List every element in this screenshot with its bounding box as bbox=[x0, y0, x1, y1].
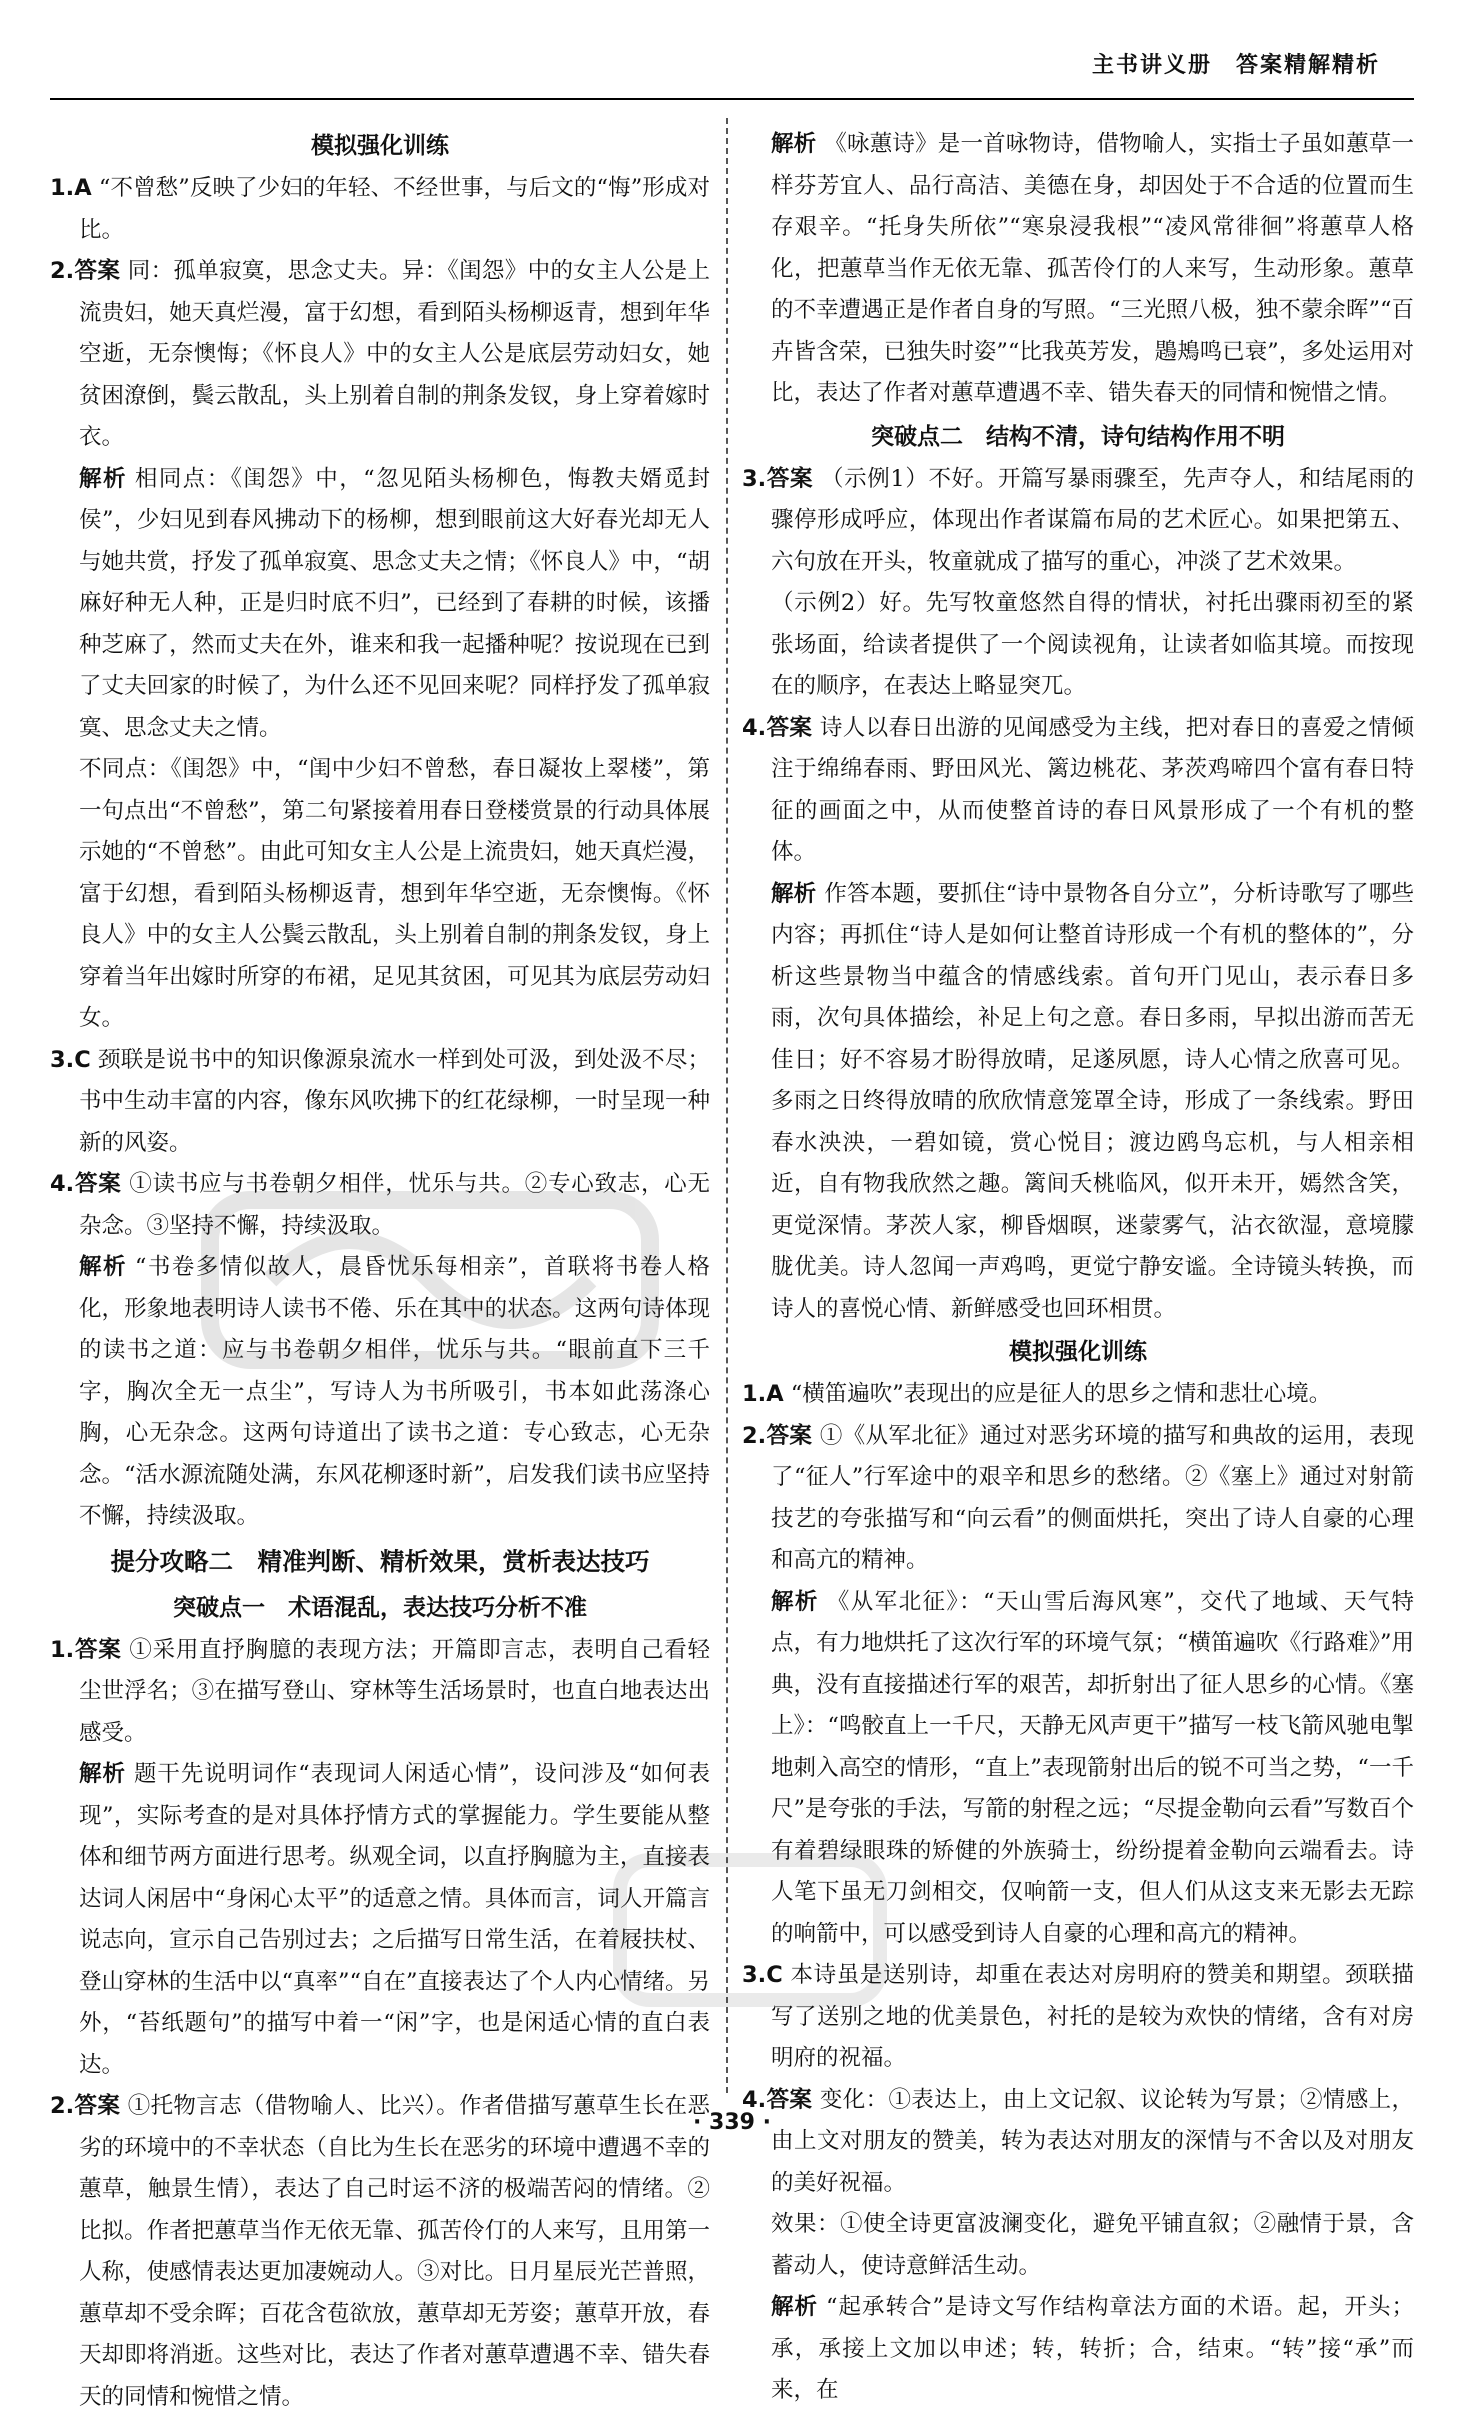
answer-label: 4.答案 bbox=[742, 714, 813, 741]
answer-text: ①托物言志（借物喻人、比兴）。作者借描写蕙草生长在恶劣的环境中的不幸状态（自比为生长在恶劣的环境中遭遇不幸的蕙草，触景生情），表达了自己时运不济的极端苦闷的情绪。②比拟。作者把蕙草当作无依无靠、孤苦伶仃的人来写，且用第一人称，使感情表达更加凄婉动人。③对比。日月星辰光芒普照，蕙草却不受余晖；百花含苞欲放，蕙草却无芳姿；蕙草开放，春天却即将消逝。这些对比，表达了作者对蕙草遭遇不幸、错失春天的同情和惋惜之情。 bbox=[79, 2093, 710, 2410]
question-text: “横笛遍吹”表现出的应是征人的思乡之情和悲壮心境。 bbox=[790, 1381, 1332, 1407]
question-text: 本诗虽是送别诗，却重在表达对房明府的赞美和期望。颈联描写了送别之地的优美景色，衬托的是较为欢快的情绪，含有对房明府的祝福。 bbox=[771, 1962, 1414, 2071]
page-header: 主书讲义册 答案精解精析 bbox=[1091, 53, 1380, 78]
b2-question-4-analysis bbox=[742, 874, 1414, 1331]
answer-label: 4.答案 bbox=[742, 2086, 813, 2113]
question-number: 1.A bbox=[742, 1381, 784, 1407]
answer-text: 变化：①表达上，由上文记叙、议论转为写景；②情感上，由上文对朋友的赞美，转为表达对朋友的深情与不舍以及对朋友的美好祝福。 bbox=[771, 2086, 1415, 2196]
question-4-answer bbox=[50, 1164, 710, 1247]
answer-label: 1.答案 bbox=[50, 1636, 122, 1663]
analysis-label: 解析 bbox=[79, 1254, 127, 1280]
left-column bbox=[50, 124, 710, 2418]
section-title-strategy-2: 提分攻略二 精准判断、精析效果，赏析表达技巧 bbox=[110, 1546, 650, 1576]
answer-label: 2.答案 bbox=[742, 1422, 813, 1449]
r-question-2-answer bbox=[742, 1416, 1414, 1582]
answer-text: 同：孤单寂寞，思念丈夫。异：《闺怨》中的女主人公是上流贵妇，她天真烂漫，富于幻想，看到陌头杨柳返青，想到年华空逝，无奈懊悔；《怀良人》中的女主人公是底层劳动妇女，她贫困潦倒，鬓云散乱，头上别着自制的荆条发钗，身上穿着嫁时衣。 bbox=[79, 258, 710, 450]
question-text: “不曾愁”反映了少妇的年轻、不经世事，与后文的“悔”形成对比。 bbox=[79, 175, 710, 243]
b2-question-3-answer bbox=[742, 459, 1414, 584]
breakthrough-2-title: 突破点二 结构不清，诗句结构作用不明 bbox=[871, 423, 1285, 450]
question-2-answer bbox=[50, 251, 710, 459]
answer-text: ①《从军北征》通过对恶劣环境的描写和典故的运用，表现了“征人”行军途中的艰辛和思乡的愁绪。②《塞上》通过对射箭技艺的夸张描写和“向云看”的侧面烘托，突出了诗人自豪的心理和高亢的精神。 bbox=[771, 1422, 1415, 1573]
r-question-4-analysis bbox=[742, 2287, 1414, 2412]
r-question-1 bbox=[742, 1374, 1414, 1416]
section-title-simulation: 模拟强化训练 bbox=[311, 133, 449, 159]
answer-text: 诗人以春日出游的见闻感受为主线，把对春日的喜爱之情倾注于绵绵春雨、野田风光、篱边桃花、茅茨鸡啼四个富有春日特征的画面之中，从而使整首诗的春日风景形成了一个有机的整体。 bbox=[771, 714, 1415, 865]
r-question-2-analysis bbox=[742, 1582, 1414, 1956]
answer-label: 2.答案 bbox=[50, 2093, 121, 2119]
analysis-text: “起承转合”是诗文写作结构章法方面的术语。起，开头；承，承接上文加以申述；转，转折；合，结束。“转”接“承”而来，在 bbox=[771, 2294, 1414, 2403]
right-column bbox=[742, 124, 1414, 2412]
answer-label: 2.答案 bbox=[50, 258, 121, 284]
breakthrough-1-title: 突破点一 术语混乱，表达技巧分析不准 bbox=[173, 1594, 587, 1621]
analysis-label: 解析 bbox=[79, 1761, 126, 1787]
analysis-label: 解析 bbox=[771, 2294, 818, 2320]
b1-question-1-analysis bbox=[50, 1754, 710, 2086]
analysis-text: 《咏蕙诗》是一首咏物诗，借物喻人，实指士子虽如蕙草一样芬芳宜人、品行高洁、美德在身，却因处于不合适的位置而生存艰辛。“托身失所依”“寒泉浸我根”“凌风常徘徊”将蕙草人格化，把蕙草当作无依无靠、孤苦伶仃的人来写，生动形象。蕙草的不幸遭遇正是作者自身的写照。“三光照八极，独不蒙余晖”“百卉皆含荣，已独失时姿”“比我英芳发，鶗鴂鸣已衰”，多处运用对比，表达了作者对蕙草遭遇不幸、错失春天的同情和惋惜之情。 bbox=[771, 131, 1414, 406]
analysis-text: 《从军北征》：“天山雪后海风寒”，交代了地域、天气特点，有力地烘托了这次行军的环境气氛；“横笛遍吹《行路难》”用典，没有直接描述行军的艰苦，却折射出了征人思乡的心情。《塞上》：“鸣骹直上一千尺，天静无风声更干”描写一枝飞箭风驰电掣地刺入高空的情形，“直上”表现箭射出后的锐不可当之势，“一千尺”是夸张的手法，写箭的射程之远；“尽提金勒向云看”写数百个有着碧绿眼珠的矫健的外族骑士，纷纷提着金勒向云端看去。诗人笔下虽无刀剑相交，仅响箭一支，但人们从这支来无影去无踪的响箭中，可以感受到诗人自豪的心理和高亢的精神。 bbox=[771, 1588, 1414, 1947]
answer-text: ①读书应与书卷朝夕相伴，忧乐与共。②专心致志，心无杂念。③坚持不懈，持续汲取。 bbox=[79, 1171, 710, 1239]
analysis-text: 相同点：《闺怨》中，“忽见陌头杨柳色，悔教夫婿觅封侯”，少妇见到春风拂动下的杨柳，想到眼前这大好春光却无人与她共赏，抒发了孤单寂寞、思念丈夫之情；《怀良人》中，“胡麻好种无人种，正是归时底不归”，已经到了春耕的时候，该播种芝麻了，然而丈夫在外，谁来和我一起播种呢？按说现在已到了丈夫回家的时候了，为什么还不见回来呢？同样抒发了孤单寂寞、思念丈夫之情。 bbox=[79, 465, 710, 741]
b1-question-2-answer bbox=[50, 2086, 710, 2418]
b2-question-4-answer bbox=[742, 708, 1414, 874]
answer-label: 4.答案 bbox=[50, 1171, 122, 1197]
question-4-analysis bbox=[50, 1247, 710, 1538]
effect-text: 效果：①使全诗更富波澜变化，避免平铺直叙；②融情于景，含蓄动人，使诗意鲜活生动。 bbox=[771, 2211, 1414, 2279]
analysis-label: 解析 bbox=[771, 1588, 819, 1615]
analysis-text: 题干先说明词作“表现词人闲适心情”，设问涉及“如何表现”，实际考查的是对具体抒情方式的掌握能力。学生要能从整体和细节两方面进行思考。纵观全词，以直抒胸臆为主，直接表达词人闲居中“身闲心太平”的适意之情。具体而言，词人开篇言说志向，宣示自己告别过去；之后描写日常生活，在着屐扶杖、登山穿林的生活中以“真率”“自在”直接表达了个人内心情绪。另外，“苔纸题句”的描写中着一“闲”字，也是闲适心情的直白表达。 bbox=[79, 1761, 711, 2078]
b1-question-2-analysis bbox=[742, 124, 1414, 415]
question-text: 颈联是说书中的知识像源泉流水一样到处可汲，到处汲不尽；书中生动丰富的内容，像东风吹拂下的红花绿柳，一时呈现一种新的风姿。 bbox=[79, 1046, 710, 1156]
question-number: 3.C bbox=[50, 1046, 91, 1073]
answer-text: （示例1）不好。开篇写暴雨骤至，先声夺人，和结尾雨的骤停形成呼应，体现出作者谋篇布局的艺术匠心。如果把第五、六句放在开头，牧童就成了描写的重心，冲淡了艺术效果。 bbox=[771, 465, 1415, 575]
answer-text: ①采用直抒胸臆的表现方法；开篇即言志，表明自己看轻尘世浮名；③在描写登山、穿林等生活场景时，也直白地表达出感受。 bbox=[79, 1636, 710, 1746]
question-number: 3.C bbox=[742, 1962, 783, 1988]
difference-text: 不同点：《闺怨》中，“闺中少妇不曾愁，春日凝妆上翠楼”，第一句点出“不曾愁”，第二句紧接着用春日登楼赏景的行动具体展示她的“不曾愁”。由此可知女主人公是上流贵妇，她天真烂漫，富于幻想，看到陌头杨柳返青，想到年华空逝，无奈懊悔。《怀良人》中的女主人公鬓云散乱，头上别着自制的荆条发钗，身上穿着当年出嫁时所穿的布裙，足见其贫困，可见其为底层劳动妇女。 bbox=[79, 756, 710, 1031]
b2-question-3-answer-2 bbox=[742, 583, 1414, 708]
question-2-analysis bbox=[50, 459, 710, 750]
section-title-simulation-2: 模拟强化训练 bbox=[1009, 1339, 1147, 1365]
analysis-label: 解析 bbox=[771, 880, 817, 907]
analysis-text: 作答本题，要抓住“诗中景物各自分立”，分析诗歌写了哪些内容；再抓住“诗人是如何让整首诗形成一个有机的整体的”，分析这些景物当中蕴含的情感线索。首句开门见山，表示春日多雨，次句具体描绘，补足上句之意。春日多雨，早拟出游而苦无佳日；好不容易才盼得放晴，足遂夙愿，诗人心情之欣喜可见。多雨之日终得放晴的欣欣情意笼罩全诗，形成了一条线索。野田春水泱泱，一碧如镜，赏心悦目；渡边鸥鸟忘机，与人相亲相近，自有物我欣然之趣。篱间夭桃临风，似开未开，嫣然含笑，更觉深情。茅茨人家，柳昏烟暝，迷蒙雾气，沾衣欲湿，意境朦胧优美。诗人忽闻一声鸡鸣，更觉宁静安谧。全诗镜头转换，而诗人的喜悦心情、新鲜感受也回环相贯。 bbox=[771, 880, 1414, 1322]
page-number: · 339 · bbox=[693, 2110, 771, 2135]
answer-text: （示例2）好。先写牧童悠然自得的情状，衬托出骤雨初至的紧张场面，给读者提供了一个阅读视角，让读者如临其境。而按现在的顺序，在表达上略显突兀。 bbox=[771, 590, 1414, 699]
column-divider bbox=[726, 118, 728, 2093]
question-3 bbox=[50, 1040, 710, 1165]
answer-label: 3.答案 bbox=[742, 465, 814, 492]
question-1 bbox=[50, 168, 710, 251]
r-question-3 bbox=[742, 1955, 1414, 2080]
r-question-4-answer bbox=[742, 2080, 1414, 2205]
question-number: 1.A bbox=[50, 175, 92, 201]
header-rule bbox=[50, 98, 1414, 100]
analysis-label: 解析 bbox=[771, 131, 817, 157]
r-question-4-effect bbox=[742, 2204, 1414, 2287]
analysis-label: 解析 bbox=[79, 465, 127, 492]
question-2-difference bbox=[50, 749, 710, 1040]
b1-question-1-answer bbox=[50, 1630, 710, 1755]
analysis-text: “书卷多情似故人，晨昏忧乐每相亲”，首联将书卷人格化，形象地表明诗人读书不倦、乐在其中的状态。这两句诗体现的读书之道：应与书卷朝夕相伴，忧乐与共。“眼前直下三千字，胸次全无一点尘”，写诗人为书所吸引，书本如此荡涤心胸，心无杂念。这两句诗道出了读书之道：专心致志，心无杂念。“活水源流随处满，东风花柳逐时新”，启发我们读书应坚持不懈，持续汲取。 bbox=[79, 1254, 710, 1529]
